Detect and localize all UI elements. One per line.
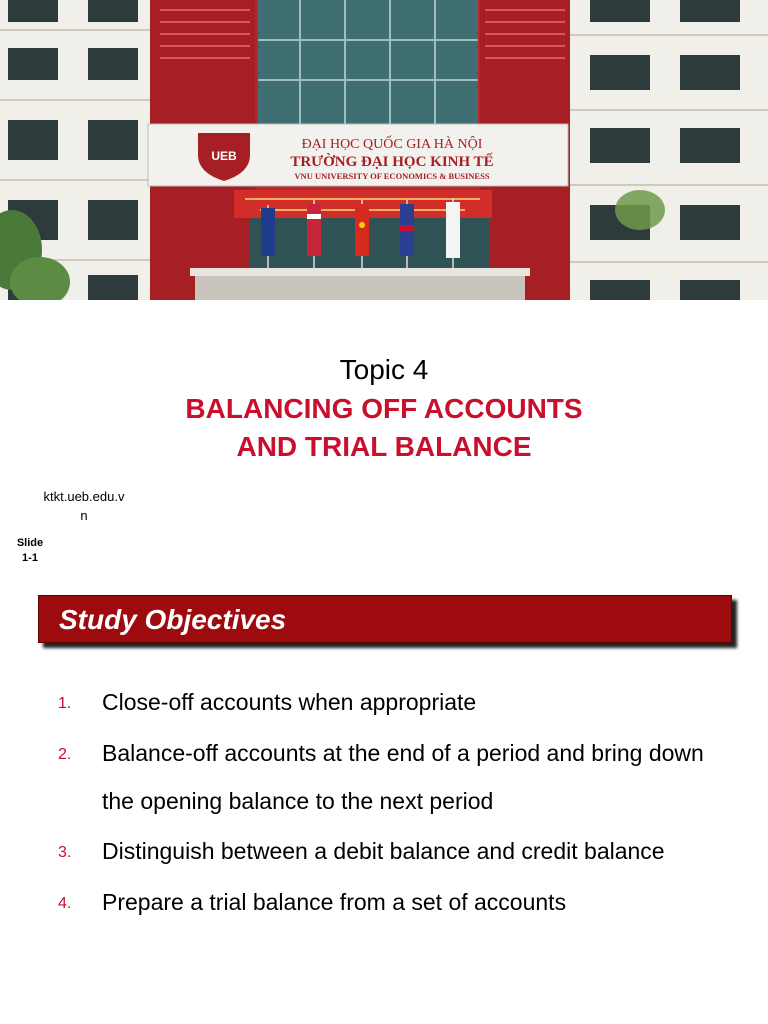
slide-title-line-1: BALANCING OFF ACCOUNTS <box>185 393 583 424</box>
sign-line-1: ĐẠI HỌC QUỐC GIA HÀ NỘI <box>301 137 483 152</box>
study-objectives-title: Study Objectives <box>59 604 287 635</box>
website-line-1: ktkt.ueb.edu.v <box>43 489 125 504</box>
objective-text: Prepare a trial balance from a set of accounts <box>102 889 567 915</box>
objective-number: 2. <box>58 746 72 763</box>
objective-text: Distinguish between a debit balance and credit balance <box>102 838 665 864</box>
objective-number: 1. <box>58 695 72 712</box>
slide-title-line-2: AND TRIAL BALANCE <box>236 431 532 462</box>
slide-number <box>12 536 48 566</box>
logo-text: UEB <box>211 149 237 163</box>
objective-number: 3. <box>58 844 72 861</box>
website-line-2: n <box>80 508 88 523</box>
objective-number: 4. <box>58 895 72 912</box>
objective-text: Close-off accounts when appropriate <box>102 689 477 715</box>
slide-label-line-2: 1-1 <box>22 552 38 564</box>
sign-line-3: VNU UNIVERSITY OF ECONOMICS & BUSINESS <box>294 171 490 181</box>
objective-text: Balance-off accounts at the end of a period and bring down the opening balance to the next period <box>102 740 704 814</box>
topic-label: Topic 4 <box>339 354 429 385</box>
study-objectives-header <box>38 595 732 643</box>
website-text <box>24 487 144 525</box>
building-photo <box>0 0 768 300</box>
slide-label-line-1: Slide <box>16 537 44 549</box>
sign-line-2: TRƯỜNG ĐẠI HỌC KINH TẾ <box>290 154 494 170</box>
